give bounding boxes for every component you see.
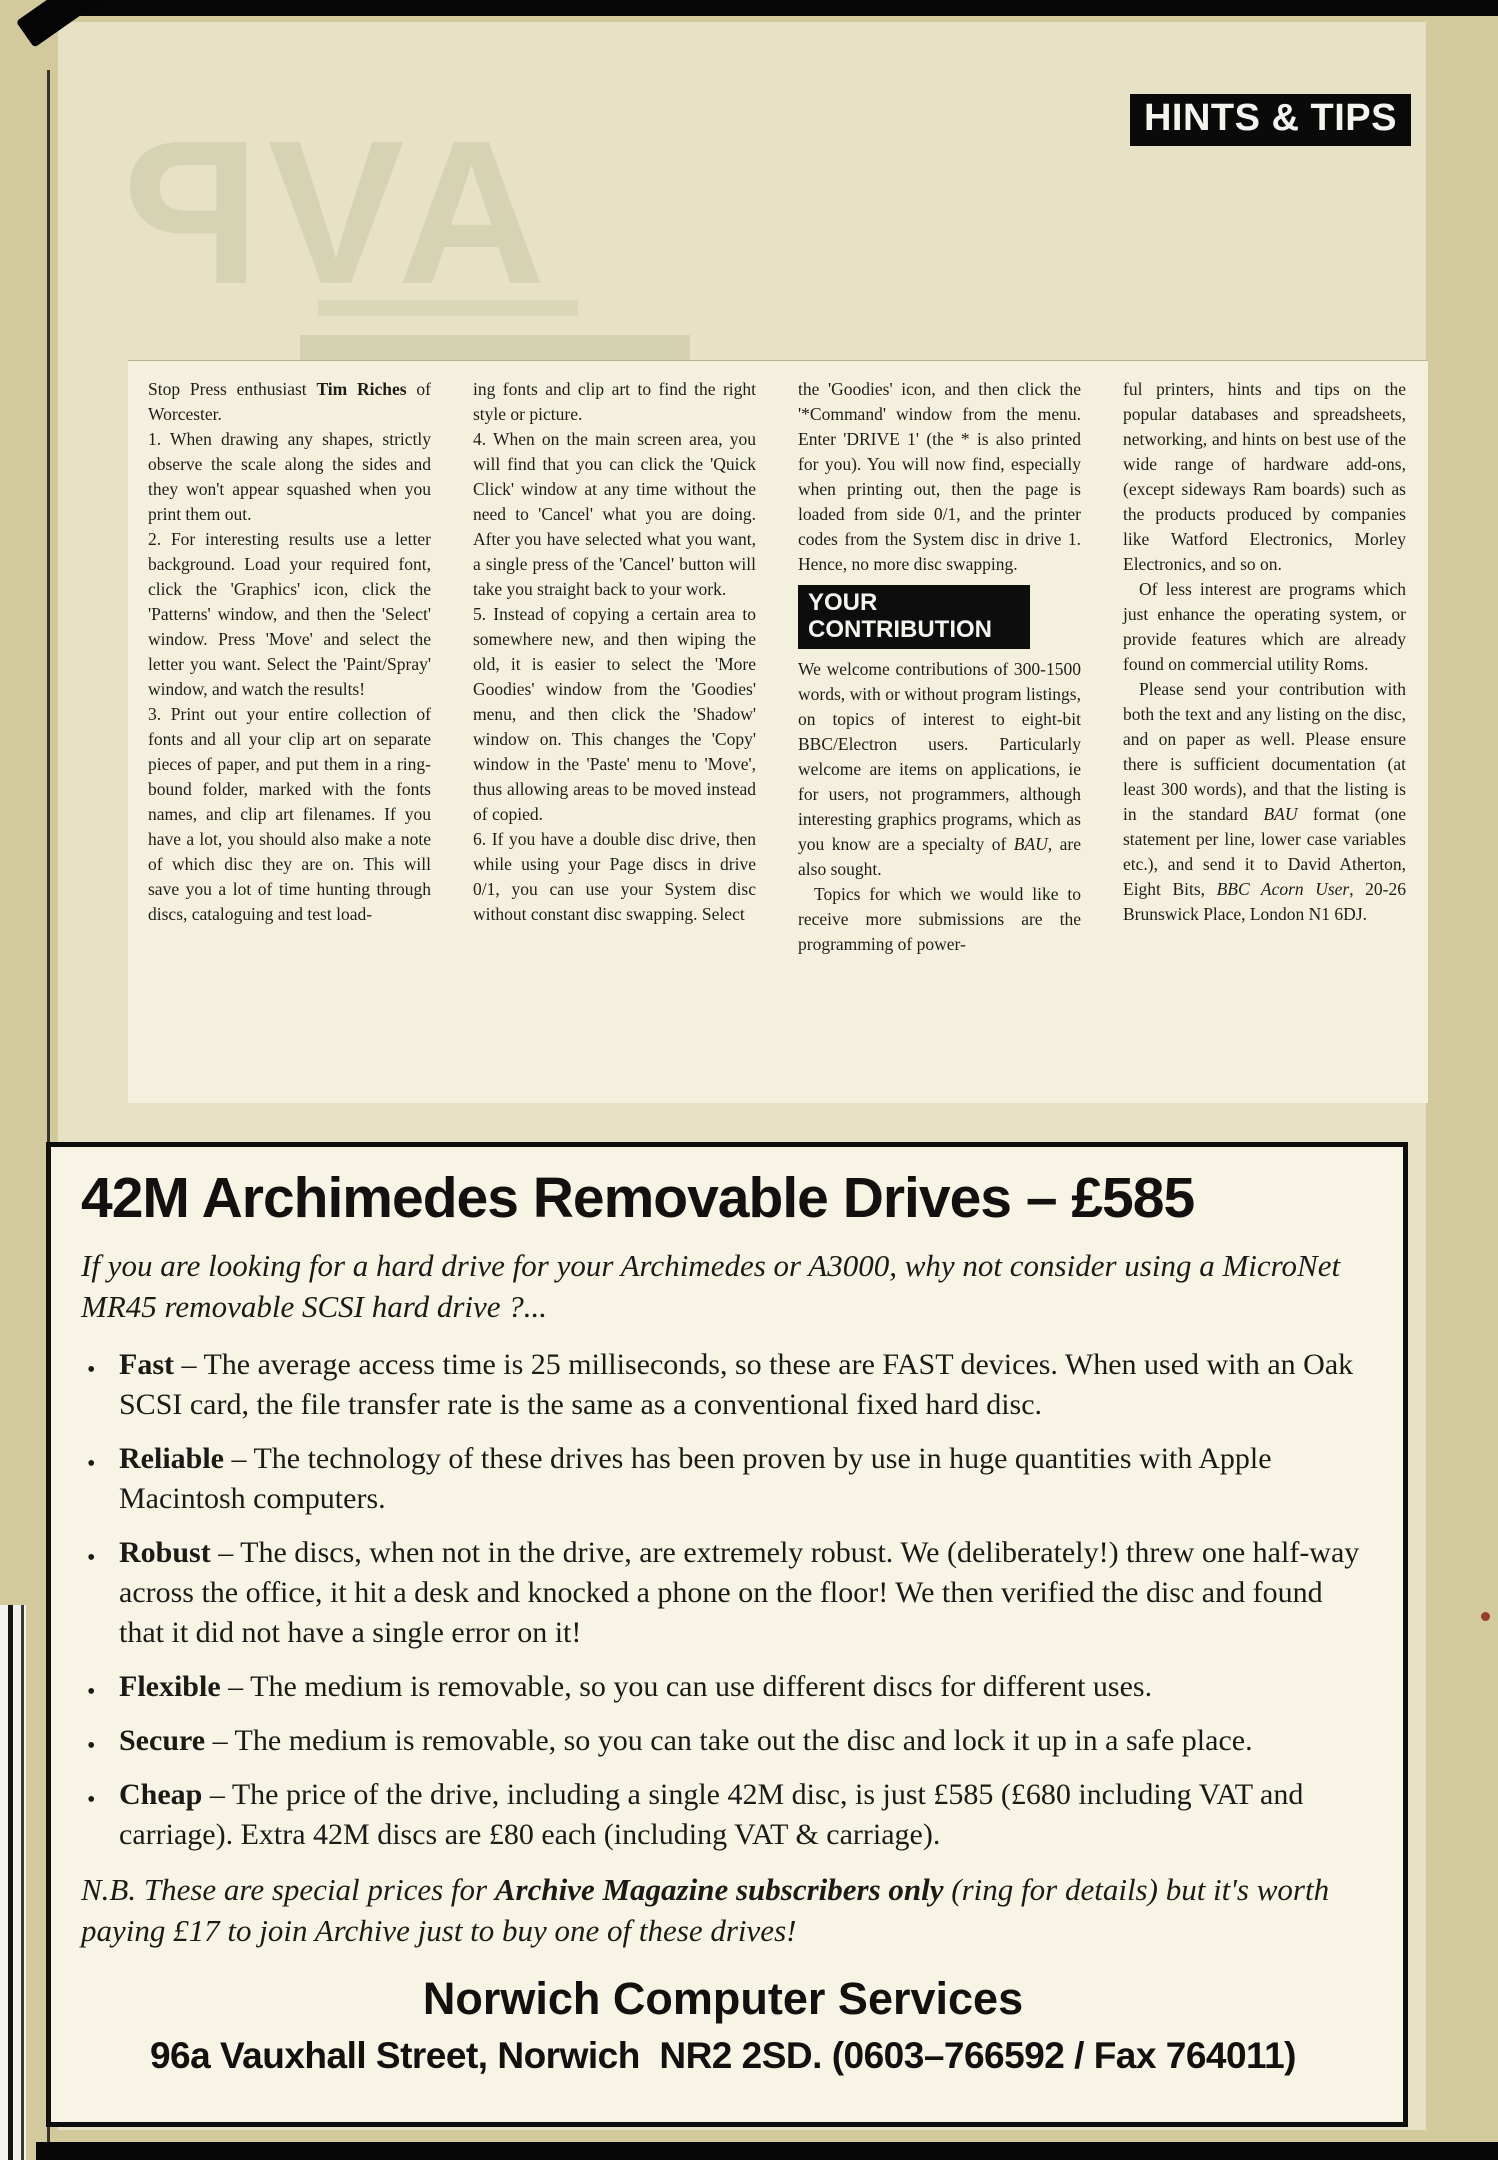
ad-feature-item [85,1533,1367,1653]
feature-lead: Flexible [119,1669,221,1703]
bullet-icon: • [87,1678,96,1705]
article-paragraph [798,657,1081,882]
bullet-icon: • [87,1450,96,1477]
ad-feature-item [85,1439,1367,1519]
ad-feature-item [85,1345,1367,1425]
body-text: , are also sought. [798,834,1081,879]
ad-company-name: Norwich Computer Services [422,1972,1024,2024]
note-text: N.B. These are special prices for [81,1871,495,1907]
article-paragraph: 3. Print out your entire collection of fonts and all your clip art on separate pieces of paper, and put them in a ring-bound folder, marked with the fonts names, and clip art filenames. If you have a lot, you should also make a note of which disc they are on. This will save you a lot of time hunting through discs, cataloguing and test load- [148,704,431,924]
bullet-icon: • [87,1356,96,1383]
article-paragraph: 2. For interesting results use a letter background. Load your required font, click the 'Graphics' icon, click the 'Patterns' window, and then the 'Select' window. Press 'Move' and select the letter you want. Select the 'Paint/Spray' window, and watch the results! [148,529,431,699]
article-paragraph: 6. If you have a double disc drive, then while using your Page discs in drive 0/1, you can use your System disc without constant disc swapping. Select [473,829,756,924]
magazine-title: BAU [1013,834,1048,854]
article-paragraph: 1. When drawing any shapes, strictly observe the scale along the sides and they won't appear squashed when you print them out. [148,429,431,524]
your-contribution-banner [798,585,1030,649]
intro-text: Stop Press enthusiast [148,379,317,399]
bleedthrough-text: AVP [115,98,546,327]
ad-headline: 42M Archimedes Removable Drives – £585 [81,1166,1195,1230]
article-paragraph [1123,677,1406,927]
article-paragraph: 4. When on the main screen area, you will find that you can click the 'Quick Click' window at any time without the need to 'Cancel' what you are doing. After you have selected what you want, a single press of the 'Cancel' button will take you straight back to your work. [473,429,756,599]
article-column-4 [1123,377,1406,957]
article-paragraph: 5. Instead of copying a certain area to somewhere new, and then wiping the old, it is easier to select the 'More Goodies' window from the 'Goodies' menu, and then click the 'Shadow' window on. This changes the 'Copy' window in the 'Paste' menu to 'Move', thus allowing areas to be moved instead of copied. [473,604,756,824]
bullet-icon: • [87,1786,96,1813]
note-emphasis: Archive Magazine subscribers only [494,1871,944,1907]
note-text: (ring for details) but it's worth paying £17 to join Archive just to buy one of these drives! [81,1871,1330,1948]
feature-text: – The medium is removable, so you can use different discs for different uses. [228,1669,1153,1703]
body-text: , 20-26 Brunswick Place, London N1 6DJ. [1123,879,1407,924]
article-paragraph: ing fonts and clip art to find the right style or picture. [473,379,756,424]
intro-text: of Worcester. [148,379,432,424]
feature-lead: Robust [119,1535,211,1569]
bullet-icon: • [87,1732,96,1759]
page-fold-line [47,70,50,2144]
scan-speck [1481,1612,1490,1621]
page-edge-bottom [36,2142,1498,2160]
banner-line: CONTRIBUTION [808,616,992,643]
article-paragraph [148,377,431,427]
article-column-2 [473,377,756,957]
feature-text: – The discs, when not in the drive, are extremely robust. We (deliberately!) threw one half-way across the office, it hit a desk and knocked a phone on the floor! We then verified the disc and found that it did not have a single error on it! [119,1535,1360,1649]
feature-text: – The medium is removable, so you can take out the disc and lock it up in a safe place. [212,1723,1253,1757]
page-edge-top [52,0,1498,16]
page-edge-line [8,1605,13,2160]
ad-feature-item [85,1721,1367,1761]
magazine-title: BAU [1263,804,1298,824]
bullet-icon: • [87,1544,96,1571]
feature-lead: Reliable [119,1441,224,1475]
feature-lead: Fast [119,1347,174,1381]
body-text: format (one statement per line, lower case variables etc.), and send it to David Atherton, Eight Bits, [1123,804,1407,899]
advert-box [46,1142,1408,2127]
article-column-3 [798,377,1081,957]
body-text: We welcome contributions of 300-1500 words, with or without program listings, on topics of interest to eight-bit BBC/Electron users. Particularly welcome are items on applications, ie for users, not programmers, although interesting graphics programs, which as you know are a specialty of [798,659,1081,854]
article-paragraph: Of less interest are programs which just enhance the operating system, or provide features which are already found on commercial utility Roms. [1123,579,1406,674]
feature-lead: Cheap [119,1777,203,1811]
ad-feature-item [85,1775,1367,1855]
feature-text: – The technology of these drives has been proven by use in huge quantities with Apple Macintosh computers. [119,1441,1272,1515]
ad-feature-list [85,1345,1367,1855]
feature-lead: Secure [119,1723,206,1757]
article-paragraph: the 'Goodies' icon, and then click the '*Command' window from the menu. Enter 'DRIVE 1' (the * is also printed for you). You will now find, especially when printing out, then the page is loaded from side 0/1, and the printer codes from the System disc in drive 1. Hence, no more disc swapping. [798,379,1081,574]
article-paragraph: ful printers, hints and tips on the popular databases and spreadsheets, networking, and hints on best use of the wide range of hardware add-ons, (except sideways Ram boards) such as the products produced by companies like Watford Electronics, Morley Electronics, and so on. [1123,379,1406,574]
author-name: Tim Riches [316,379,407,399]
bleedthrough-band-small [318,300,578,316]
ad-feature-item [85,1667,1367,1707]
feature-text: – The price of the drive, including a single 42M disc, is just £585 (£680 including VAT and carriage). Extra 42M discs are £80 each (including VAT & carriage). [119,1777,1304,1851]
banner-line: YOUR [808,589,878,616]
feature-text: – The average access time is 25 milliseconds, so these are FAST devices. When used with an Oak SCSI card, the file transfer rate is the same as a conventional fixed hard disc. [119,1347,1354,1421]
page-edge-line [21,1605,24,2160]
ad-note [81,1869,1367,1951]
article [128,360,1428,1103]
ad-address: 96a Vauxhall Street, Norwich NR2 2SD. (0603–766592 / Fax 764011) [149,2034,1296,2076]
article-column-1 [148,377,431,957]
article-paragraph: Topics for which we would like to receive more submissions are the programming of power- [798,884,1081,954]
magazine-title: BBC Acorn User [1216,879,1350,899]
article-columns [128,361,1428,957]
ad-intro: If you are looking for a hard drive for your Archimedes or A3000, why not consider using a MicroNet MR45 removable SCSI hard drive ?... [81,1247,1341,1324]
body-text: Please send your contribution with both the text and any listing on the disc, and on paper as well. Please ensure there is sufficient documentation (at least 300 words), and that the listing is in the standard [1123,679,1406,824]
adjacent-page-edge [0,1605,26,2160]
section-banner: HINTS & TIPS [1130,94,1411,146]
